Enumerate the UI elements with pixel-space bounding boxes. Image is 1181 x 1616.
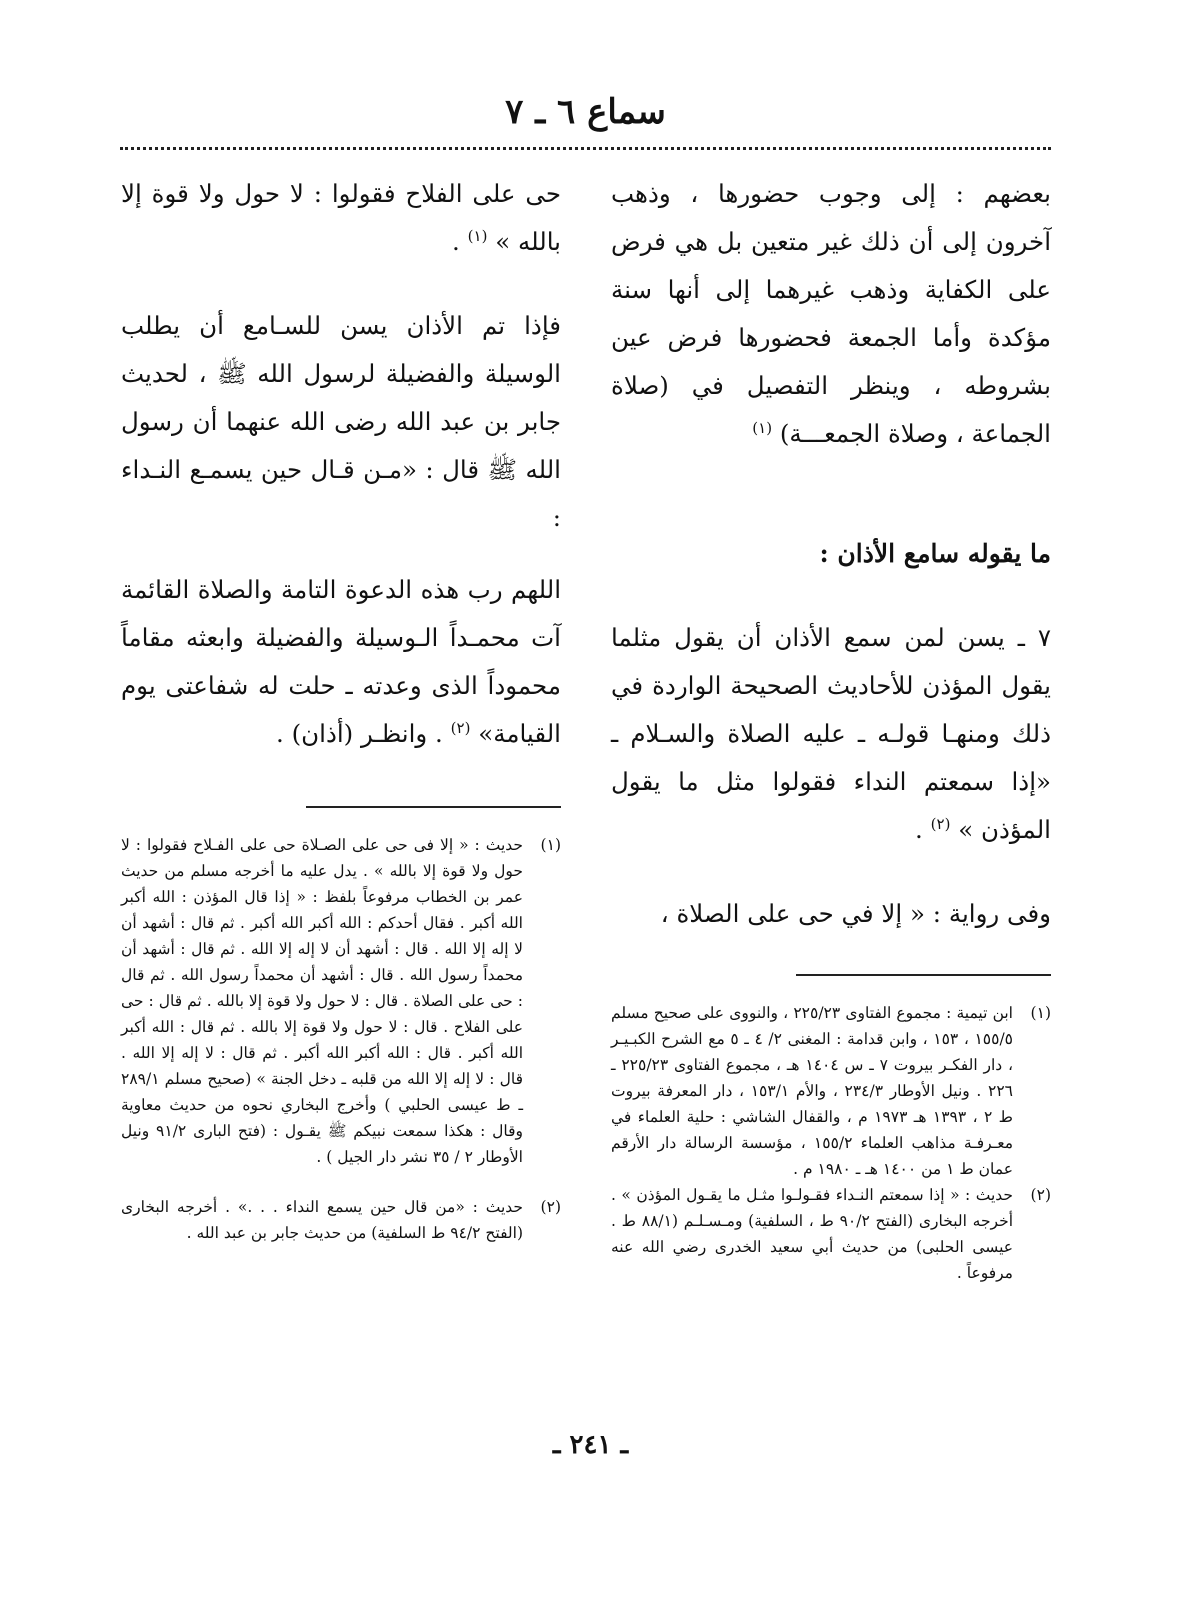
right-footnote-2 xyxy=(611,1182,1051,1286)
left-paragraph-3-end: . وانظـر (أذان) . xyxy=(276,719,443,748)
right-footnote-2-text: حديث : « إذا سمعتم النـداء فقـولـوا مثـل ما يقـول المؤذن » . أخرجه البخارى (الفتح ٩٠/٢ ط ، السلفية) ومـسـلـم (٨٨/١ ط . عيسى الحلبى) من حديث أبي سعيد الخدرى رضي الله عنه مرفوعاً . xyxy=(611,1186,1013,1282)
left-footnote-2-text: حديث : «من قال حين يسمع النداء . . .» . أخرجه البخارى (الفتح ٩٤/٢ ط السلفية) من حديث جابر بن عبد الله . xyxy=(121,1198,523,1242)
right-paragraph-3: وفى رواية : « إلا في حى على الصلاة ، xyxy=(660,899,1051,928)
left-paragraph-3-text: اللهم رب هذه الدعوة التامة والصلاة القائمة آت محمـداً الـوسيلة والفضيلة وابعثه مقاماً محموداً الذى وعدته ـ حلت له شفاعتى يوم القيامة» xyxy=(121,575,561,748)
left-paragraph-1-footnote-ref: (١) xyxy=(467,226,488,245)
right-paragraph-2-end: . xyxy=(915,815,923,844)
right-footnote-1 xyxy=(611,1000,1051,1182)
left-footnote-1-text: حديث : « إلا فى حى على الصـلاة حى على الفـلاح فقولوا : لا حول ولا قوة إلا بالله » . يدل عليه ما أخرجه مسلم من حديث عمر بن الخطاب مرفوعاً بلفظ : « إذا قال المؤذن : الله أكبر الله أكبر . فقال أحدكم : الله أكبر الله أكبر . ثم قال : أشهد أن لا إله إلا الله . قال : أشهد أن لا إله إلا الله . ثم قال : أشهد أن محمداً رسول الله . قال : أشهد أن محمداً رسول الله . ثم قال : حى على الصلاة . قال : لا حول ولا قوة إلا بالله . ثم قال : حى على الفلاح . قال : لا حول ولا قوة إلا بالله . ثم قال : الله أكبر الله أكبر . قال : الله أكبر الله أكبر . ثم قال : لا إله إلا الله . قال : لا إله إلا الله من قلبه ـ دخل الجنة » (صحيح مسلم ٢٨٩/١ ـ ط عيسى الحلبي ) وأخرج البخاري نحوه من حديث معاوية وقال : هكذا سمعت نبيكم ﷺ يقـول : (فتح البارى ٩١/٢ ونيل الأوطار ٢ / ٣٥ نشر دار الجيل ) . xyxy=(121,836,523,1166)
right-paragraph-2-text: ٧ ـ يسن لمن سمع الأذان أن يقول مثلما يقول المؤذن للأحاديث الصحيحة الواردة في ذلك ومنهـا قولـه ـ عليه الصلاة والسـلام ـ «إذا سمعتم النداء فقولوا مثل ما يقول المؤذن » xyxy=(611,623,1051,844)
right-paragraph-2 xyxy=(611,614,1051,854)
right-paragraph-1-text: بعضهم : إلى وجوب حضورها ، وذهب آخرون إلى أن ذلك غير متعين بل هي فرض على الكفاية وذهب غيرهما إلى أنها سنة مؤكدة وأما الجمعة فحضورها فرض عين بشروطه ، وينظر التفصيل في (صلاة الجماعة ، وصلاة الجمعـــة) xyxy=(611,179,1051,448)
right-paragraph-1 xyxy=(611,170,1051,458)
left-paragraph-1-end: . xyxy=(452,227,460,256)
right-paragraph-2-footnote-ref: (٢) xyxy=(930,814,951,833)
left-paragraph-3-footnote-ref: (٢) xyxy=(450,718,471,737)
left-column xyxy=(121,170,561,1246)
left-footnote-2 xyxy=(121,1194,561,1246)
left-paragraph-3 xyxy=(121,566,561,758)
section-heading: ما يقوله سامع الأذان : xyxy=(819,539,1051,568)
right-footnote-1-number: (١) xyxy=(1030,1004,1051,1022)
left-footnotes xyxy=(121,832,561,1246)
header-dotted-divider xyxy=(120,147,1051,150)
right-paragraph-1-footnote-ref: (١) xyxy=(752,418,773,437)
left-paragraph-1-text: حى على الفلاح فقولوا : لا حول ولا قوة إلا بالله » xyxy=(121,179,561,256)
left-footnote-2-number: (٢) xyxy=(540,1198,561,1216)
right-footnotes xyxy=(611,1000,1051,1286)
page-title: سماع ٦ ـ ٧ xyxy=(505,92,666,132)
left-footnote-1 xyxy=(121,832,561,1170)
right-footnote-1-text: ابن تيمية : مجموع الفتاوى ٢٢٥/٢٣ ، والنووى على صحيح مسلم ١٥٥/٥ ، ١٥٣ ، وابن قدامة : المغنى ٢/ ٤ ـ ٥ مع الشرح الكبـيـر ، دار الفكـر بيروت ٧ ـ س ١٤٠٤ هـ ، مجموع الفتاوى ٢٢٥/٢٣ ـ ٢٢٦ . ونيل الأوطار ٢٣٤/٣ ، والأم ١٥٣/١ ، دار المعرفة بيروت ط ٢ ، ١٣٩٣ هـ ١٩٧٣ م ، والقفال الشاشي : حلية العلماء في معـرفـة مذاهب العلماء ١٥٥/٢ ، مؤسسة الرسالة دار الأرقم عمان ط ١ من ١٤٠٠ هـ ـ ١٩٨٠ م . xyxy=(611,1004,1014,1178)
right-footnote-2-number: (٢) xyxy=(1030,1186,1051,1204)
right-column xyxy=(611,170,1051,1286)
left-paragraph-1 xyxy=(121,170,561,266)
page-header xyxy=(120,82,1051,142)
left-paragraph-2: فإذا تم الأذان يسن للسـامع أن يطلب الوسيلة والفضيلة لرسول الله ﷺ ، لحديث جابر بن عبد الله رضى الله عنهما أن رسول الله ﷺ قال : «مـن قـال حين يسمـع النـداء : xyxy=(121,311,561,532)
page-number: ـ ٢٤١ ـ xyxy=(552,1430,629,1460)
left-footnote-1-number: (١) xyxy=(540,836,561,854)
